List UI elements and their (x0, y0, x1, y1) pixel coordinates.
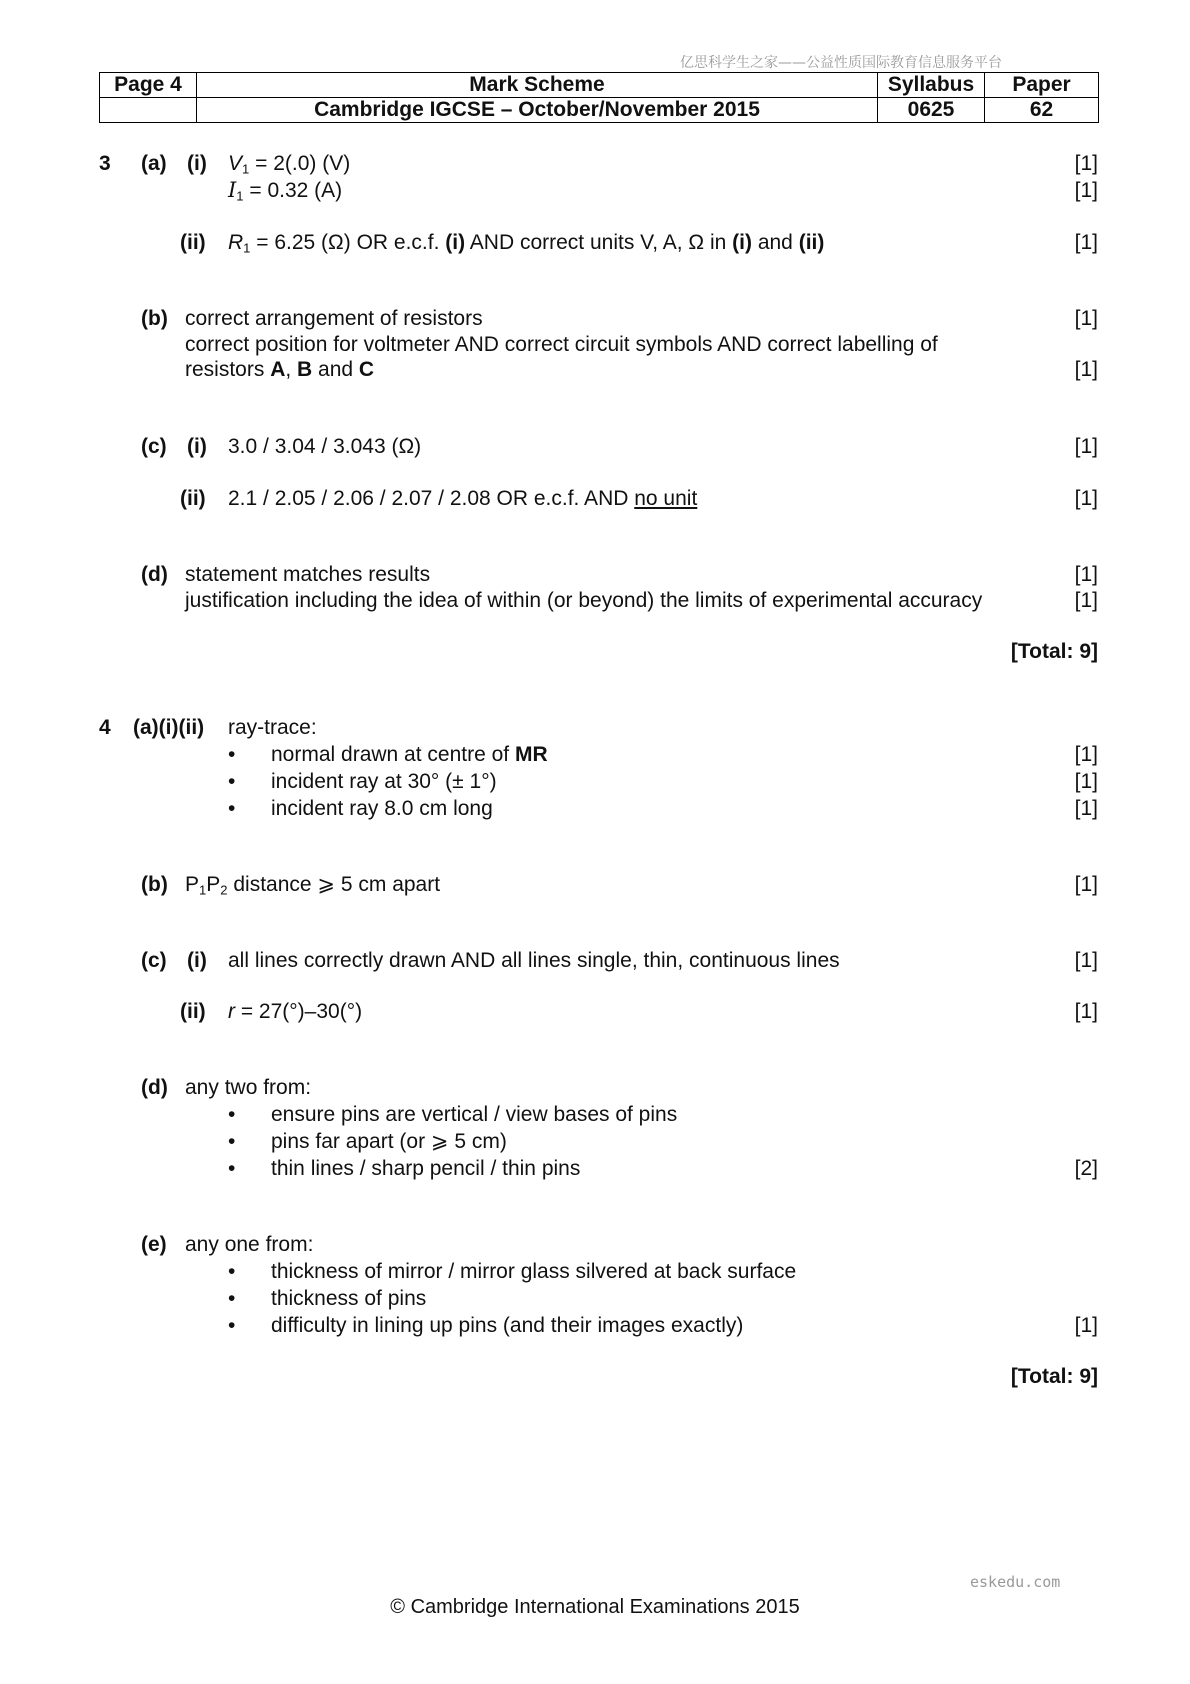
bullet-icon: • (228, 1103, 236, 1126)
answer-text: all lines correctly drawn AND all lines single, thin, continuous lines (228, 949, 840, 972)
mark: [1] (1074, 179, 1098, 202)
bullet-icon: • (228, 770, 236, 793)
subpart-label: (ii) (180, 487, 206, 510)
bullet-text: thin lines / sharp pencil / thin pins (271, 1157, 581, 1180)
answer-text: correct position for voltmeter AND correct circuit symbols AND correct labelling of (185, 333, 938, 356)
mark: [1] (1074, 770, 1098, 793)
answer-text: 3.0 / 3.04 / 3.043 (Ω) (228, 435, 422, 458)
mark: [1] (1074, 152, 1098, 175)
answer-text: any one from: (185, 1233, 314, 1256)
paper-number: 62 (985, 98, 1099, 123)
bullet-text: pins far apart (or ⩾ 5 cm) (271, 1130, 507, 1153)
mark: [1] (1074, 358, 1098, 381)
bullet-icon: • (228, 743, 236, 766)
exam-name: Cambridge IGCSE – October/November 2015 (197, 98, 878, 123)
header-table (99, 72, 1099, 123)
document-title: Mark Scheme (197, 73, 878, 98)
bullet-icon: • (228, 1287, 236, 1310)
bullet-text: incident ray 8.0 cm long (271, 797, 493, 820)
part-label: (c) (141, 435, 167, 458)
mark: [1] (1074, 231, 1098, 254)
footer-copyright: © Cambridge International Examinations 2015 (390, 1596, 800, 1618)
mark: [1] (1074, 435, 1098, 458)
bullet-icon: • (228, 1260, 236, 1283)
answer-text: statement matches results (185, 563, 431, 586)
bullet-icon: • (228, 1314, 236, 1337)
bullet-icon: • (228, 1157, 236, 1180)
subpart-label: (ii) (180, 1000, 206, 1023)
bullet-icon: • (228, 797, 236, 820)
watermark-bottom: eskedu.com (970, 1573, 1061, 1591)
answer-text: justification including the idea of within (or beyond) the limits of experimental accuracy (185, 589, 983, 612)
subpart-label: (i) (187, 949, 207, 972)
bullet-text: thickness of mirror / mirror glass silvered at back surface (271, 1260, 797, 1283)
syllabus-label: Syllabus (878, 73, 985, 98)
watermark-top: 亿思科学生之家——公益性质国际教育信息服务平台 (680, 55, 1002, 71)
subpart-label: (ii) (180, 231, 206, 254)
mark: [1] (1074, 743, 1098, 766)
syllabus-code: 0625 (878, 98, 985, 123)
part-label: (d) (141, 1076, 168, 1099)
mark: [1] (1074, 487, 1098, 510)
mark: [1] (1074, 307, 1098, 330)
bullet-text: incident ray at 30° (± 1°) (271, 770, 497, 793)
question-number: 4 (99, 716, 111, 739)
question-total: [Total: 9] (1010, 640, 1098, 663)
answer-text: $I_1 = 0.32$ (A) (228, 178, 343, 204)
part-label: (c) (141, 949, 167, 972)
subpart-label: (i) (187, 152, 207, 175)
answer-text: correct arrangement of resistors (185, 307, 483, 330)
paper-label: Paper (985, 73, 1099, 98)
mark: [1] (1074, 1000, 1098, 1023)
question-number: 3 (99, 152, 111, 175)
bullet-text: normal drawn at centre of MR (271, 743, 548, 766)
subpart-label: (i) (187, 435, 207, 458)
answer-text: resistors A, B and C (185, 358, 375, 381)
part-label: (d) (141, 563, 168, 586)
page-number: Page 4 (100, 73, 197, 98)
answer-text: $V_1 = 2(.0)$ (V) (228, 152, 351, 177)
mark: [1] (1074, 563, 1098, 586)
bullet-text: ensure pins are vertical / view bases of pins (271, 1103, 678, 1126)
part-label: (b) (141, 307, 168, 330)
bullet-icon: • (228, 1130, 236, 1153)
question-total: [Total: 9] (1010, 1365, 1098, 1388)
bullet-text: thickness of pins (271, 1287, 427, 1310)
answer-text: $R_1 = 6.25$ (Ω) OR e.c.f. (i) AND correct units V, A, Ω in (i) and (ii) (228, 231, 825, 256)
answer-text: $P_1P_2$ distance ⩾ 5 cm apart (185, 873, 441, 898)
answer-text: ray-trace: (228, 716, 317, 739)
mark: [1] (1074, 1314, 1098, 1337)
part-label: (a)(i)(ii) (133, 716, 205, 739)
answer-text: any two from: (185, 1076, 312, 1099)
part-label: (a) (141, 152, 167, 175)
mark: [1] (1074, 589, 1098, 612)
answer-text: r = 27(°)–30(°) (228, 1000, 363, 1023)
part-label: (b) (141, 873, 168, 896)
mark: [1] (1074, 797, 1098, 820)
part-label: (e) (141, 1233, 167, 1256)
mark: [1] (1074, 873, 1098, 896)
bullet-text: difficulty in lining up pins (and their images exactly) (271, 1314, 744, 1337)
answer-text: 2.1 / 2.05 / 2.06 / 2.07 / 2.08 OR e.c.f. AND no unit (228, 487, 698, 510)
mark: [2] (1074, 1157, 1098, 1180)
mark: [1] (1074, 949, 1098, 972)
